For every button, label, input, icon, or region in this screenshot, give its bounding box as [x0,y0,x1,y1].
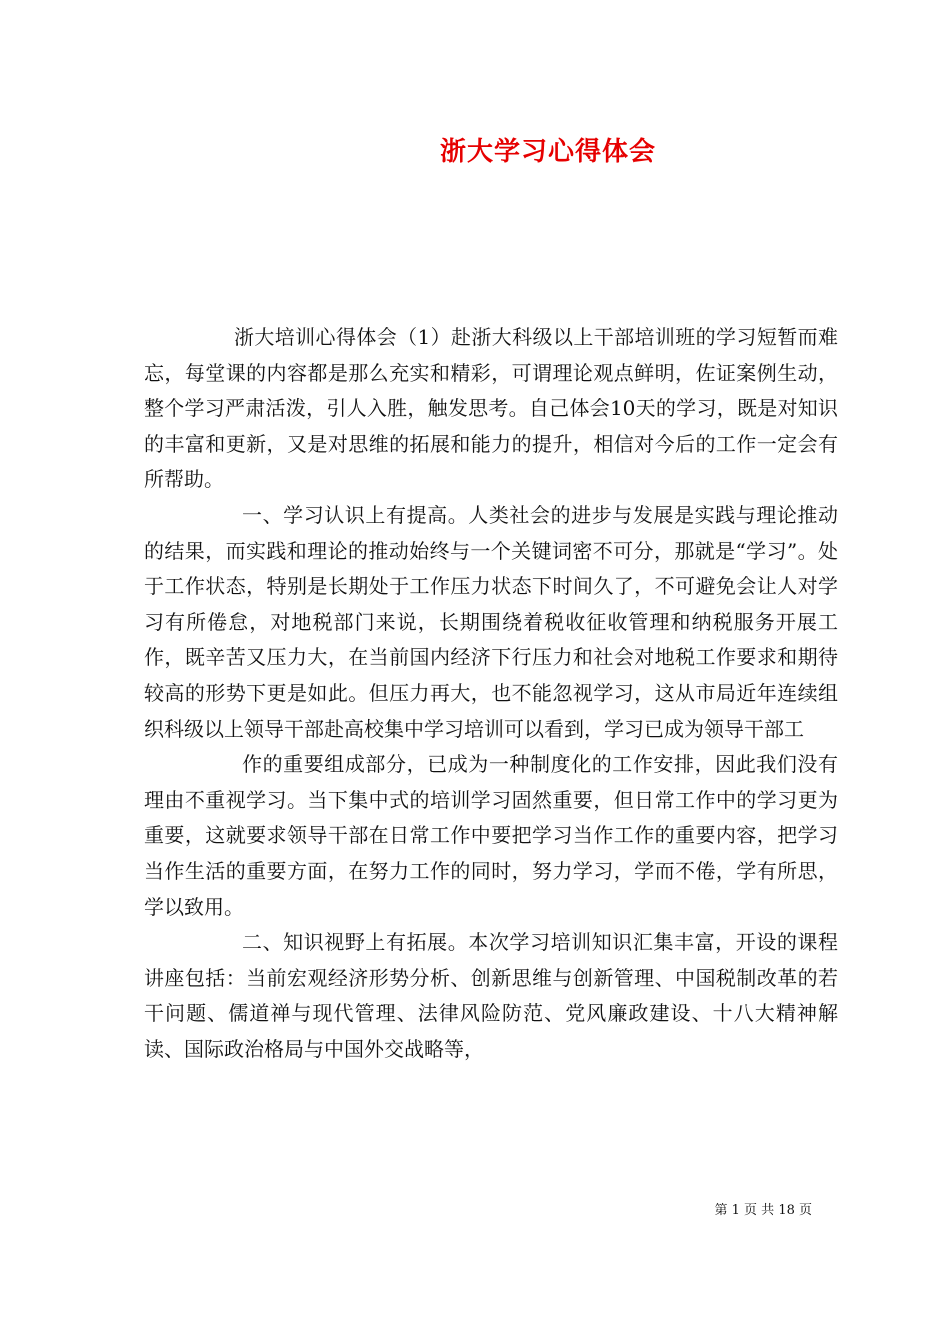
paragraph-section-2: 二、知识视野上有拓展。本次学习培训知识汇集丰富，开设的课程讲座包括：当前宏观经济形势分析、创新思维与创新管理、中国税制改革的若干问题、儒道禅与现代管理、法律风险防范、党风廉政建设、十八大精神解读、国际政治格局与中国外交战略等， [144,930,838,1061]
page-number-footer: 第 1 页 共 18 页 [714,1203,812,1218]
page-title: 浙大学习心得体会 [440,137,657,167]
paragraph-section-1-cont: 作的重要组成部分，已成为一种制度化的工作安排，因此我们没有理由不重视学习。当下集中式的培训学习固然重要，但日常工作中的学习更为重要，这就要求领导干部在日常工作中要把学习当作工作的重要内容，把学习当作生活的重要方面，在努力工作的同时，努力学习，学而不倦，学有所思，学以致用。 [144,752,838,919]
paragraph-intro: 浙大培训心得体会（1）赴浙大科级以上干部培训班的学习短暂而难忘，每堂课的内容都是那么充实和精彩，可谓理论观点鲜明，佐证案例生动，整个学习严肃活泼，引人入胜，触发思考。自己体会10天的学习，既是对知识的丰富和更新，又是对思维的拓展和能力的提升，相信对今后的工作一定会有所帮助。 [144,325,838,492]
document-body [144,320,838,1067]
paragraph-section-1: 一、学习认识上有提高。人类社会的进步与发展是实践与理论推动的结果，而实践和理论的推动始终与一个关键词密不可分，那就是“学习”。处于工作状态，特别是长期处于工作压力状态下时间久了，不可避免会让人对学习有所倦怠，对地税部门来说，长期围绕着税收征收管理和纳税服务开展工作，既辛苦又压力大，在当前国内经济下行压力和社会对地税工作要求和期待较高的形势下更是如此。但压力再大，也不能忽视学习，这从市局近年连续组织科级以上领导干部赴高校集中学习培训可以看到，学习已成为领导干部工 [144,502,838,741]
